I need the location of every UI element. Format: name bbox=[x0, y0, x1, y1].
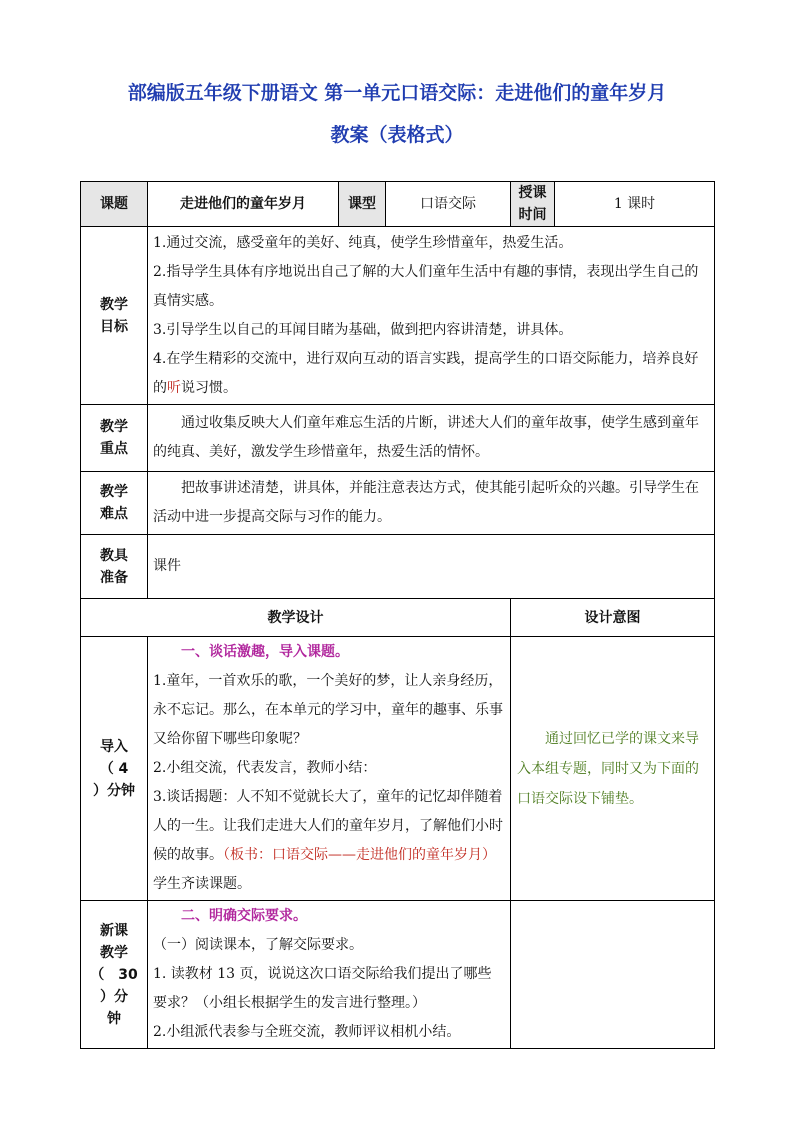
intro-label-line2: （ 4 bbox=[99, 760, 129, 777]
document-title: 部编版五年级下册语文 第一单元口语交际：走进他们的童年岁月 bbox=[127, 82, 667, 104]
intro-label-line3: ）分钟 bbox=[93, 782, 135, 799]
difficulty-label-line1: 教学 bbox=[100, 484, 128, 500]
board-writing-note: （板书：口语交际——走进他们的童年岁月） bbox=[223, 847, 496, 863]
goal-item: 3.引导学生以自己的耳闻目睹为基础，做到把内容讲清楚，讲具体。 bbox=[153, 321, 573, 338]
time-label bbox=[511, 182, 555, 227]
new-lesson-paragraph: （一）阅读课本，了解交际要求。 bbox=[153, 937, 363, 953]
intro-paragraph bbox=[153, 783, 505, 870]
new-lesson-paragraph: 1. 读教材 13 页，说说这次口语交际给我们提出了哪些要求？（小组长根据学生的发言进行整理。） bbox=[153, 966, 492, 1011]
topic-label: 课题 bbox=[81, 182, 148, 227]
new-lesson-intent bbox=[511, 901, 715, 1049]
tools-label-line1: 教具 bbox=[100, 547, 128, 564]
new-lesson-label-line3: （ 30 bbox=[90, 966, 138, 983]
goal-item-4-highlight: 听 bbox=[167, 379, 181, 396]
lesson-plan-table bbox=[80, 181, 715, 1049]
time-label-line2: 时间 bbox=[518, 207, 547, 223]
focus-text: 通过收集反映大人们童年难忘生活的片断，讲述大人们的童年故事，使学生感到童年的纯真、美好，激发学生珍惜童年，热爱生活的情怀。 bbox=[153, 415, 699, 460]
goals-label-line2: 目标 bbox=[100, 318, 128, 335]
goal-item: 2.指导学生具体有序地说出自己了解的大人们童年生活中有趣的事情，表现出学生自己的真情实感。 bbox=[153, 263, 699, 309]
goal-item bbox=[153, 345, 709, 403]
document-subtitle: 教案（表格式） bbox=[330, 124, 464, 146]
focus-label-line1: 教学 bbox=[100, 419, 128, 435]
new-lesson-label-line5: 钟 bbox=[107, 1010, 121, 1027]
new-lesson-label-line1: 新课 bbox=[100, 922, 128, 939]
focus-content bbox=[148, 405, 715, 472]
focus-label-line2: 重点 bbox=[100, 441, 128, 457]
goals-label-line1: 教学 bbox=[100, 296, 128, 313]
type-value: 口语交际 bbox=[386, 182, 511, 227]
time-label-line1: 授课 bbox=[518, 185, 547, 201]
new-lesson-label-line4: ）分 bbox=[100, 988, 128, 1005]
new-lesson-section-heading: 二、明确交际要求。 bbox=[181, 908, 307, 924]
difficulty-label bbox=[81, 472, 148, 535]
intro-paragraph: 学生齐读课题。 bbox=[153, 876, 251, 892]
goal-item-4-end: 说习惯。 bbox=[181, 379, 237, 396]
design-header: 教学设计 bbox=[81, 599, 511, 637]
intro-content bbox=[148, 637, 511, 901]
info-row bbox=[81, 182, 715, 227]
goals-label bbox=[81, 227, 148, 405]
goals-content bbox=[148, 227, 715, 405]
design-header-row bbox=[81, 599, 715, 637]
goals-row bbox=[81, 227, 715, 405]
intro-row bbox=[81, 637, 715, 901]
tools-row bbox=[81, 535, 715, 599]
new-lesson-label bbox=[81, 901, 148, 1049]
tools-label bbox=[81, 535, 148, 599]
difficulty-label-line2: 难点 bbox=[100, 506, 128, 522]
focus-row bbox=[81, 405, 715, 472]
intro-intent-text: 通过回忆已学的课文来导入本组专题，同时又为下面的口语交际设下铺垫。 bbox=[517, 730, 699, 807]
intro-label-line1: 导入 bbox=[100, 738, 128, 755]
tools-content: 课件 bbox=[148, 535, 715, 599]
goal-item-4-text: 4.在学生精彩的交流中，进行双向互动的语言实践，提高学生的口语交际能力，培养良好的 bbox=[153, 350, 699, 396]
difficulty-row bbox=[81, 472, 715, 535]
new-lesson-label-line2: 教学 bbox=[100, 944, 128, 961]
intro-paragraph: 2.小组交流，代表发言，教师小结： bbox=[153, 760, 377, 776]
new-lesson-paragraph: 2.小组派代表参与全班交流，教师评议相机小结。 bbox=[153, 1024, 461, 1040]
difficulty-text: 把故事讲述清楚，讲具体，并能注意表达方式，使其能引起听众的兴趣。引导学生在活动中进一步提高交际与习作的能力。 bbox=[153, 480, 699, 525]
new-lesson-content bbox=[148, 901, 511, 1049]
topic-value: 走进他们的童年岁月 bbox=[148, 182, 339, 227]
focus-label bbox=[81, 405, 148, 472]
intro-label bbox=[81, 637, 148, 901]
goal-item: 1.通过交流，感受童年的美好、纯真，使学生珍惜童年，热爱生活。 bbox=[153, 234, 573, 251]
tools-label-line2: 准备 bbox=[100, 569, 128, 586]
difficulty-content bbox=[148, 472, 715, 535]
intro-paragraph: 1.童年，一首欢乐的歌，一个美好的梦，让人亲身经历，永不忘记。那么，在本单元的学习中，童年的趣事、乐事又给你留下哪些印象呢？ bbox=[153, 673, 503, 747]
time-value: 1 课时 bbox=[555, 182, 715, 227]
intro-paragraph-3-text: 3.谈话揭题：人不知不觉就长大了，童年的记忆却伴随着人的一生。让我们走进大人们的童年岁月，了解他们小时候的故事。 bbox=[153, 789, 503, 863]
type-label: 课型 bbox=[339, 182, 386, 227]
new-lesson-row bbox=[81, 901, 715, 1049]
intent-header: 设计意图 bbox=[511, 599, 715, 637]
intro-intent bbox=[511, 637, 715, 901]
intro-section-heading: 一、谈话激趣，导入课题。 bbox=[181, 644, 349, 660]
